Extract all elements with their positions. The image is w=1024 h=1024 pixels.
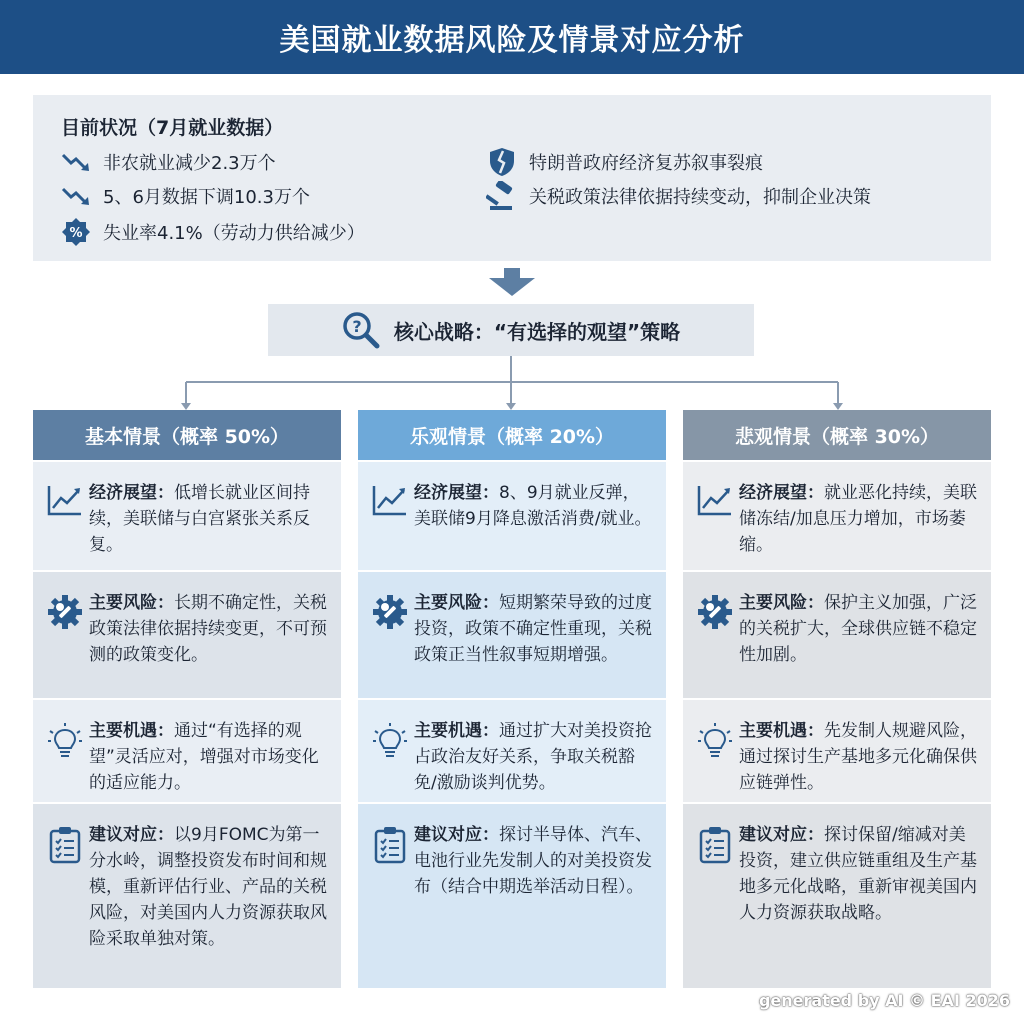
footer-credit: generated by AI © EAI 2026 [758,991,1010,1010]
scenario-card [358,570,666,698]
card-body: 通过“有选择的观望”灵活应对，增强对市场变化的适应能力。 [89,721,319,793]
scenario-card [33,802,341,988]
scenario-column [683,410,991,988]
svg-text:?: ? [352,317,362,336]
card-label: 经济展望： [414,483,499,503]
clipboard-icon [41,822,89,976]
status-item [59,217,365,247]
scenario-column [33,410,341,988]
scenario-title: 乐观情景（概率 20%） [358,410,666,460]
broken-shield-icon [485,147,519,177]
card-label: 建议对应： [414,825,499,845]
card-body: 探讨半导体、汽车、电池行业先发制人的对美投资发布（结合中期选举活动日程）。 [414,825,652,897]
card-label: 主要机遇： [739,721,824,741]
page-title: 美国就业数据风险及情景对应分析 [279,23,745,58]
card-label: 主要机遇： [89,721,174,741]
card-body: 探讨保留/缩减对美投资，建立供应链重组及生产基地多元化战略，重新审视美国内人力资源获取战略。 [739,825,977,923]
line-chart-icon [366,480,414,558]
card-text [89,590,329,686]
lightbulb-icon [41,718,89,790]
connector-lines [0,356,1024,412]
percent-badge-icon [59,217,93,247]
down-arrow-icon [487,268,537,302]
status-item [485,181,871,211]
card-body: 低增长就业区间持续，美联储与白宫紧张关系反复。 [89,483,310,555]
status-item-text: 特朗普政府经济复苏叙事裂痕 [529,153,763,174]
scenario-card [683,460,991,570]
clipboard-icon [691,822,739,976]
gavel-icon [485,181,519,211]
card-text [414,718,654,793]
card-text [414,590,654,686]
trend-down-icon [59,147,93,177]
status-item [485,147,763,177]
scenario-card [683,570,991,698]
scenario-title: 悲观情景（概率 30%） [683,410,991,460]
card-body: 8、9月就业反弹，美联储9月降息激活消费/就业。 [414,483,652,529]
card-body: 长期不确定性，关税政策法律依据持续变更，不可预测的政策变化。 [89,593,327,665]
status-item [59,181,310,211]
card-label: 经济展望： [739,483,824,503]
card-label: 建议对应： [89,825,174,845]
scenario-card [358,802,666,988]
card-text [739,822,979,976]
line-chart-icon [41,480,89,558]
status-item-text: 关税政策法律依据持续变动，抑制企业决策 [529,187,871,208]
trend-down-icon [59,181,93,211]
card-body: 先发制人规避风险，通过探讨生产基地多元化确保供应链弹性。 [739,721,977,793]
card-text [89,718,329,793]
scenario-card [358,698,666,802]
card-label: 主要风险： [414,593,499,613]
card-text [739,718,979,793]
status-heading: 目前状况（7月就业数据） [61,117,284,139]
card-label: 建议对应： [739,825,824,845]
svg-text:%: % [69,226,83,241]
card-body: 就业恶化持续，美联储冻结/加息压力增加，市场萎缩。 [739,483,977,555]
title-banner [0,0,1024,74]
scenario-title: 基本情景（概率 50%） [33,410,341,460]
gear-wrench-icon [366,590,414,686]
status-item [59,147,276,177]
gear-wrench-icon [691,590,739,686]
card-label: 主要风险： [739,593,824,613]
scenario-column [358,410,666,988]
card-body: 通过扩大对美投资抢占政治友好关系，争取关税豁免/激励谈判优势。 [414,721,652,793]
card-label: 主要风险： [89,593,174,613]
card-text [89,822,329,976]
card-body: 短期繁荣导致的过度投资，政策不确定性重现，关税政策正当性叙事短期增强。 [414,593,652,665]
card-body: 以9月FOMC为第一分水岭，调整投资发布时间和规模，重新评估行业、产品的关税风险，对美国内人力资源获取风险采取单独对策。 [89,825,327,949]
card-label: 主要机遇： [414,721,499,741]
magnifier-question-icon [342,311,380,349]
scenario-card [33,698,341,802]
clipboard-icon [366,822,414,976]
card-label: 经济展望： [89,483,174,503]
scenario-card [33,570,341,698]
scenario-card [683,698,991,802]
card-text [414,822,654,976]
gear-wrench-icon [41,590,89,686]
status-item-text: 5、6月数据下调10.3万个 [103,187,310,208]
card-text [89,480,329,558]
card-text [739,590,979,686]
lightbulb-icon [366,718,414,790]
scenario-card [683,802,991,988]
line-chart-icon [691,480,739,558]
scenario-card [358,460,666,570]
lightbulb-icon [691,718,739,790]
core-strategy-text: 核心战略：“有选择的观望”策略 [393,319,681,344]
core-strategy [268,304,754,356]
card-body: 保护主义加强，广泛的关税扩大，全球供应链不稳定性加剧。 [739,593,977,665]
scenario-card [33,460,341,570]
card-text [739,480,979,558]
status-item-text: 失业率4.1%（劳动力供给减少） [103,223,365,244]
card-text [414,480,654,558]
status-item-text: 非农就业减少2.3万个 [103,153,276,174]
current-status-panel [33,95,991,261]
